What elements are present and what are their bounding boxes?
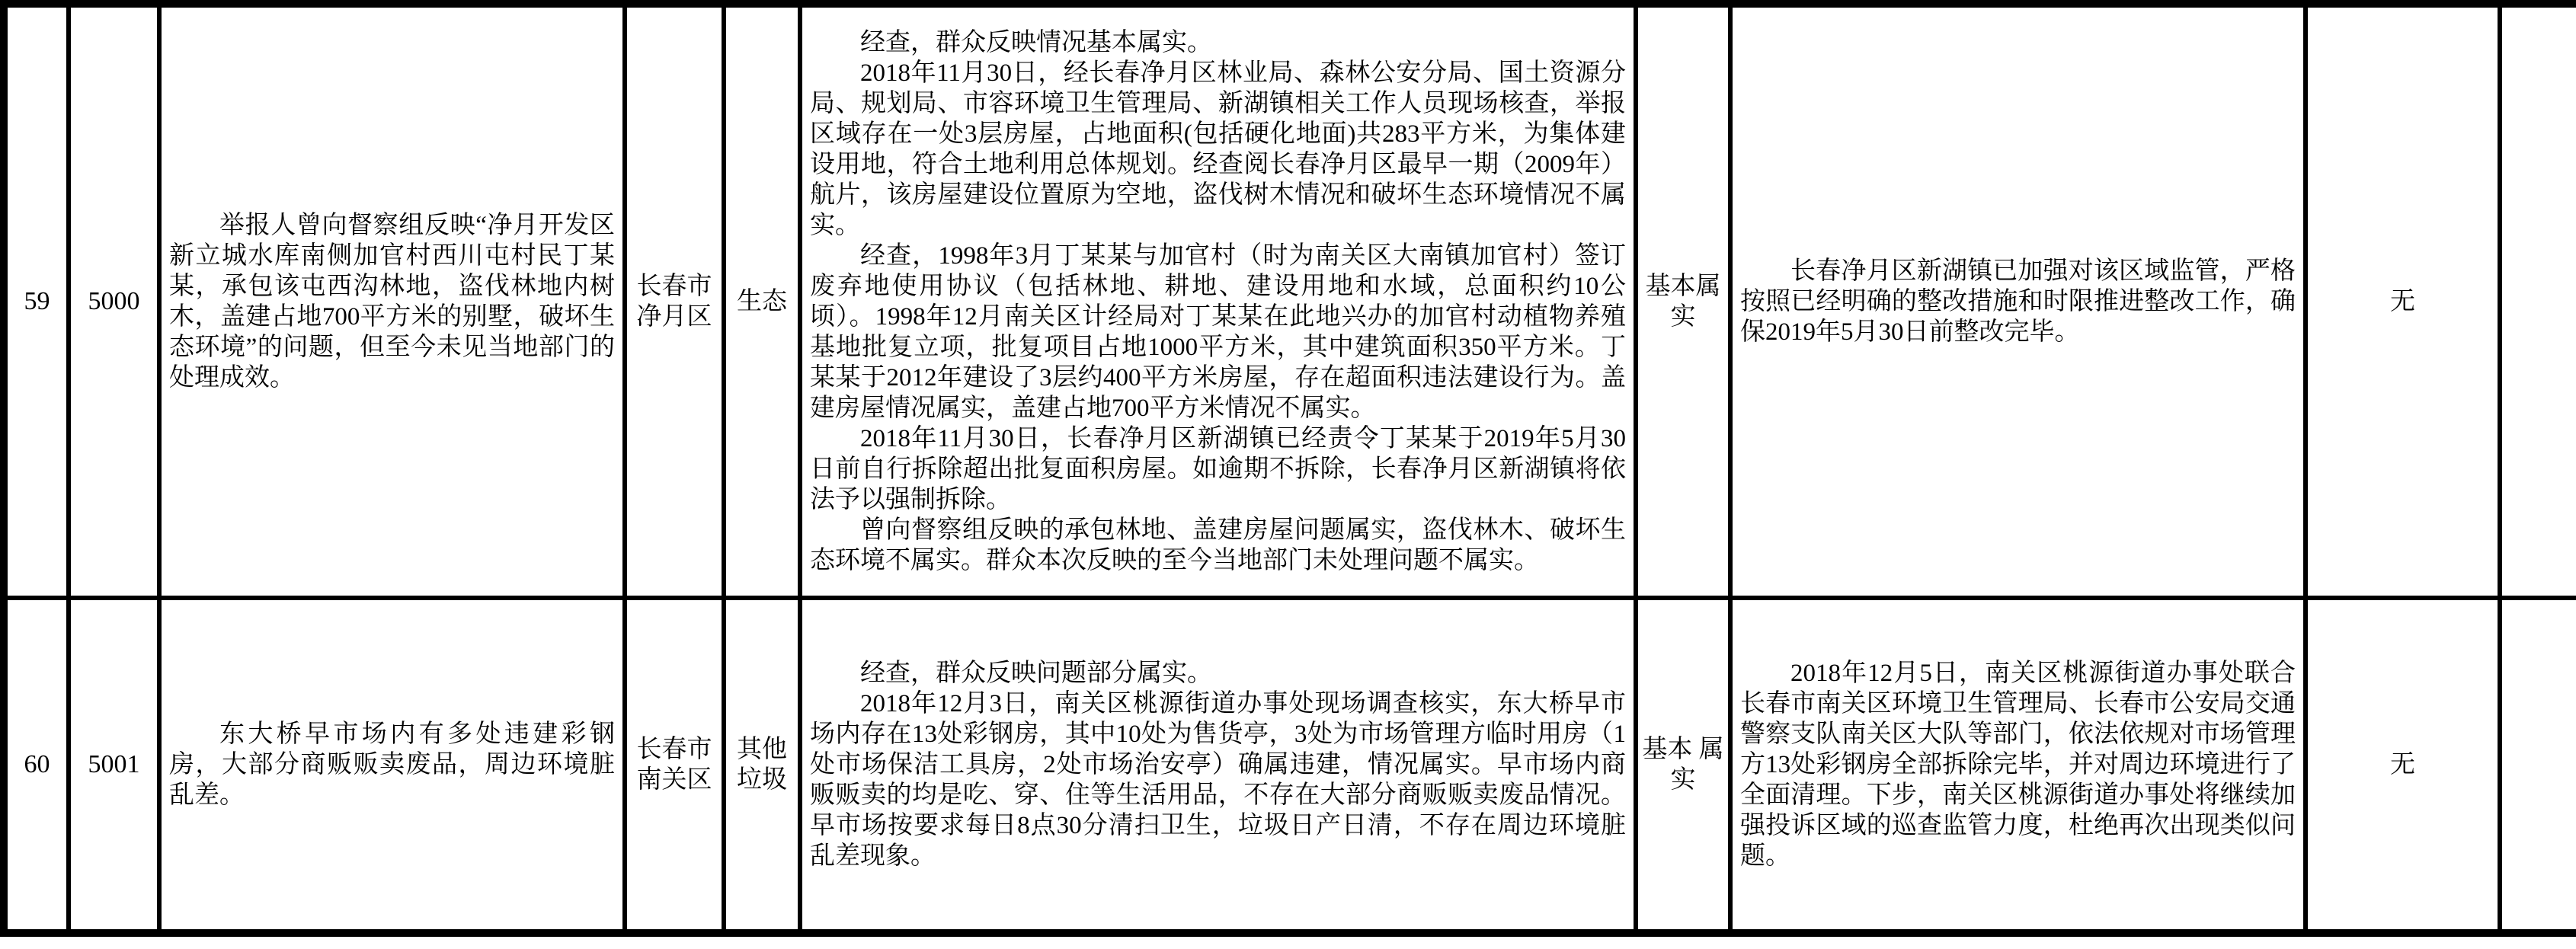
cell-location [625,4,724,598]
investigation-paragraph: 2018年11月30日，长春净月区新湖镇已经责令丁某某于2019年5月30日前自行拆除超出批复面积房屋。如逾期不拆除，长春净月区新湖镇将依法予以强制拆除。 [810,425,1626,513]
cell-measures [1730,4,2306,598]
cell-complaint [159,4,625,598]
status-line: 基本 属 [1642,736,1724,763]
cell-measures [1730,598,2306,933]
investigation-paragraph: 经查，群众反映情况基本属实。 [860,29,1212,56]
location-line: 长春市 [636,736,712,763]
cell-status [1636,598,1730,933]
cell-accountability: 无 [2306,598,2500,933]
cell-category [724,598,800,933]
status-line: 实 [1670,766,1696,794]
cell-location [625,598,724,933]
category-line: 垃圾 [737,766,787,794]
table-row [4,598,2576,933]
complaint-paragraph: 东大桥早市场内有多处违建彩钢房，大部分商贩贩卖废品，周边环境脏乱差。 [169,721,615,809]
cell-row-number: 59 [4,4,69,598]
cell-row-number: 60 [4,598,69,933]
cell-complaint [159,598,625,933]
status-line: 实 [1670,303,1696,331]
complaint-paragraph: 举报人曾向督察组反映“净月开发区新立城水库南侧加官村西川屯村民丁某某，承包该屯西沟林地，盗伐林地内树木，盖建占地700平方米的别墅，破坏生态环境”的问题，但至今未见当地部门的处理成效。 [169,212,615,391]
cell-case-id: 5000 [69,4,159,598]
location-line: 净月区 [636,303,712,331]
cell-accountability: 无 [2306,4,2500,598]
cell-blank [2500,598,2576,933]
investigation-paragraph: 经查，群众反映问题部分属实。 [860,660,1212,687]
investigation-paragraph: 2018年12月3日，南关区桃源街道办事处现场调查核实，东大桥早市场内存在13处彩钢房，其中10处为售货亭，3处为市场管理方临时用房（1处市场保洁工具房，2处市场治安亭）确属违建，情况属实。早市场内商贩贩卖的均是吃、穿、住等生活用品，不存在大部分商贩贩卖废品情况。早市场按要求每日8点30分清扫卫生，垃圾日产日清，不存在周边环境脏乱差现象。 [810,690,1626,870]
cell-category [724,4,800,598]
cell-investigation [800,4,1636,598]
investigation-paragraph: 经查，1998年3月丁某某与加官村（时为南关区大南镇加官村）签订废弃地使用协议（包括林地、耕地、建设用地和水域，总面积约10公顷）。1998年12月南关区计经局对丁某某在此地兴办的加官村动植物养殖基地批复立项，批复项目占地1000平方米，其中建筑面积350平方米。丁某某于2012年建设了3层约400平方米房屋，存在超面积违法建设行为。盖建房屋情况属实，盖建占地700平方米情况不属实。 [810,242,1626,422]
location-line: 南关区 [636,766,712,794]
cell-case-id: 5001 [69,598,159,933]
cell-investigation [800,598,1636,933]
table-row [4,4,2576,598]
category-line: 其他 [737,736,787,763]
measures-paragraph: 2018年12月5日，南关区桃源街道办事处联合长春市南关区环境卫生管理局、长春市公安局交通警察支队南关区大队等部门，依法依规对市场管理方13处彩钢房全部拆除完毕，并对周边环境进行了全面清理。下步，南关区桃源街道办事处将继续加强投诉区域的巡查监管力度，杜绝再次出现类似问题。 [1740,660,2296,870]
investigation-paragraph: 2018年11月30日，经长春净月区林业局、森林公安分局、国土资源分局、规划局、市容环境卫生管理局、新湖镇相关工作人员现场核查，举报区域存在一处3层房屋，占地面积(包括硬化地面)共283平方米，为集体建设用地，符合土地利用总体规划。经查阅长春净月区最早一期（2009年）航片，该房屋建设位置原为空地，盗伐树木情况和破坏生态环境情况不属实。 [810,59,1626,239]
location-line: 长春市 [636,273,712,300]
investigation-paragraph: 曾向督察组反映的承包林地、盖建房屋问题属实，盗伐林木、破坏生态环境不属实。群众本次反映的至今当地部门未处理问题不属实。 [810,516,1626,574]
cell-blank [2500,4,2576,598]
cell-status [1636,4,1730,598]
status-line: 基本属 [1645,273,1721,300]
category-line: 生态 [737,288,787,315]
measures-paragraph: 长春净月区新湖镇已加强对该区域监管，严格按照已经明确的整改措施和时限推进整改工作，确保2019年5月30日前整改完毕。 [1740,257,2296,346]
